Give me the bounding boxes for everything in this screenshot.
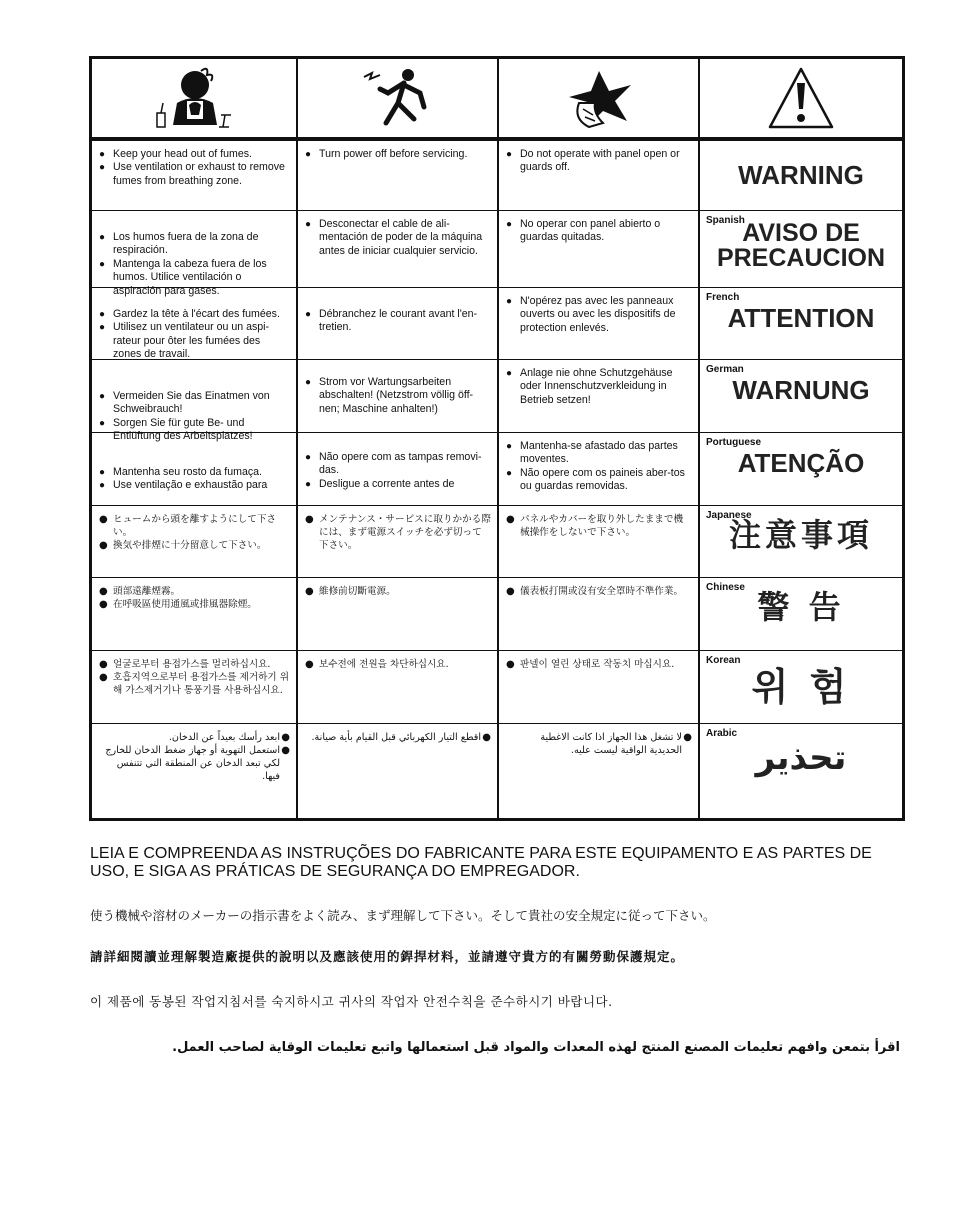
language-label: German xyxy=(706,364,744,375)
signal-word: 위 험 xyxy=(751,665,851,709)
instruction-cell xyxy=(298,211,499,288)
footer-arabic: اقرأ بتمعن وافهم تعليمات المصنع المنتج لهذه المعدات والمواد قبل استعمالها واتبع تعليمات الوقاية لصاحب العمل. xyxy=(172,1040,900,1055)
bullet-icon: ● xyxy=(99,586,108,597)
signal-word-cell xyxy=(700,578,902,651)
instruction-item xyxy=(305,658,491,671)
warning-row xyxy=(92,211,902,297)
instruction-item xyxy=(305,148,491,161)
instruction-cell xyxy=(92,506,298,578)
instruction-cell xyxy=(92,724,298,820)
instruction-item xyxy=(305,218,491,258)
signal-word: 警 告 xyxy=(757,588,845,626)
instruction-cell xyxy=(499,578,700,651)
bullet-icon: ● xyxy=(506,219,513,230)
instruction-item xyxy=(506,218,692,245)
instruction-text: Mantenga la cabeza fuera de los humos. Utilice ventilación o aspiración para gases. xyxy=(113,257,267,297)
language-label: French xyxy=(706,292,740,303)
instruction-text: メンテナンス・サービスに取りかかる際には、まず電源スイッチを必ず切って下さい。 xyxy=(319,514,491,552)
instruction-item xyxy=(99,308,290,321)
instruction-cell xyxy=(499,433,700,506)
bullet-icon: ● xyxy=(99,232,106,243)
bullet-icon: ● xyxy=(99,599,108,611)
bullet-icon: ● xyxy=(99,417,106,429)
instruction-cell xyxy=(92,288,298,360)
bullet-icon: ● xyxy=(99,672,108,684)
footer-japanese: 使う機械や溶材のメーカーの指示書をよく読み、まず理解して下さい。そして貴社の安全規定に従って下さい。 xyxy=(90,908,716,923)
instruction-item xyxy=(305,376,491,416)
bullet-icon: ● xyxy=(305,478,312,490)
instruction-text: استعمل التهوية أو جهاز ضغط الدخان للخارج لكي تبعد الدخان عن المنطقة التي تتنفس فيها. xyxy=(105,745,280,782)
instruction-cell xyxy=(92,651,298,724)
bullet-icon: ● xyxy=(99,480,106,492)
language-label: Arabic xyxy=(706,728,738,739)
instruction-item xyxy=(99,671,290,697)
signal-word: تحذير xyxy=(755,738,847,778)
instruction-cell xyxy=(499,211,700,288)
signal-word: ATTENTION xyxy=(727,303,875,333)
warning-row xyxy=(92,724,902,820)
bullet-icon: ● xyxy=(506,467,513,479)
instruction-text: Gardez la tête à l'écart des fumées. xyxy=(113,308,280,320)
bullet-icon: ● xyxy=(305,514,314,525)
signal-word: 注意事項 xyxy=(728,516,873,554)
bullet-icon: ● xyxy=(506,659,515,670)
signal-word-cell xyxy=(700,288,902,360)
instruction-item xyxy=(305,513,491,553)
language-label: Spanish xyxy=(706,215,745,226)
instruction-text: Vermeiden Sie das Einatmen von Schweibrauch! xyxy=(113,390,270,416)
signal-word: WARNING xyxy=(738,160,864,190)
signal-word-cell xyxy=(700,651,902,724)
footer-chinese: 請詳細閱讀並理解製造廠提供的說明以及應該使用的銲捍材料，並請遵守貴方的有關勞動保護規定。 xyxy=(90,949,685,964)
instruction-text: Não opere com os paineis aber-tos ou guardas removidas. xyxy=(520,466,685,493)
instruction-text: Use ventilação e exhaustão para xyxy=(113,479,268,492)
bullet-icon: ● xyxy=(683,732,692,743)
instruction-item xyxy=(305,308,491,335)
bullet-icon: ● xyxy=(305,377,312,388)
language-label: Portuguese xyxy=(706,437,762,448)
bullet-icon: ● xyxy=(99,322,106,334)
instruction-cell xyxy=(298,578,499,651)
instruction-text: Anlage nie ohne Schutzgehäuse oder Innenschutzverkleidung in Betrieb setzen! xyxy=(520,367,673,406)
signal-word: AVISO DE PRECAUCION xyxy=(716,219,886,272)
instruction-text: Débranchez le courant avant l'en-tretien. xyxy=(319,308,478,334)
instruction-item xyxy=(506,513,692,539)
instruction-text: No operar con panel abierto o guardas quitadas. xyxy=(520,218,661,244)
instruction-item xyxy=(99,598,290,611)
bullet-icon: ● xyxy=(281,745,290,756)
instruction-text: ابعد رأسك بعيداً عن الدخان. xyxy=(168,732,280,743)
instruction-item xyxy=(305,451,491,478)
instruction-text: لا تشغل هذا الجهاز اذا كانت الاغطية الحديدية الواقية ليست عليه. xyxy=(540,732,682,756)
instruction-cell xyxy=(499,651,700,724)
instruction-cell xyxy=(298,506,499,578)
instruction-item xyxy=(99,231,290,258)
instruction-text: Desconectar el cable de ali-mentación de poder de la máquina antes de iniciar cualquier servicio. xyxy=(319,218,483,257)
instruction-text: Sorgen Sie für gute Be- und Entlüftung des Arbeitsplatzes! xyxy=(113,416,253,443)
warning-row xyxy=(92,288,902,360)
instruction-cell xyxy=(298,651,499,724)
bullet-icon: ● xyxy=(99,467,106,478)
instruction-text: 판넬이 열린 상태로 작동치 마십시요. xyxy=(520,659,675,670)
instruction-text: Do not operate with panel open or guards off. xyxy=(520,148,680,174)
instruction-cell xyxy=(298,141,499,211)
instruction-text: 頭部遠離煙霧。 xyxy=(113,586,181,597)
instruction-text: 호흡지역으로부터 용접가스를 제거하기 위해 가스제거기나 통풍기를 사용하십시요. xyxy=(113,672,289,697)
instruction-cell xyxy=(92,360,298,443)
instruction-cell xyxy=(92,433,298,506)
fumes-hazard-icon xyxy=(92,59,298,137)
instruction-item xyxy=(305,585,491,598)
instruction-item xyxy=(99,658,290,671)
instruction-item xyxy=(99,479,290,492)
instruction-cell xyxy=(499,141,700,211)
electric-shock-icon xyxy=(298,59,499,137)
bullet-icon: ● xyxy=(305,659,314,670)
warning-row xyxy=(92,506,902,578)
bullet-icon: ● xyxy=(305,149,312,160)
signal-word: ATENÇÃO xyxy=(737,448,865,478)
bullet-icon: ● xyxy=(99,514,108,525)
warning-row xyxy=(92,433,902,506)
instruction-text: Não opere com as tampas removi-das. xyxy=(319,451,482,477)
instruction-item xyxy=(99,161,290,188)
language-label: Japanese xyxy=(706,510,752,521)
warning-triangle-icon xyxy=(700,59,902,137)
warning-label-sheet xyxy=(89,56,905,821)
instruction-cell xyxy=(92,141,298,211)
instruction-text: パネルやカバーを取り外したままで機械操作をしないで下さい。 xyxy=(520,514,684,539)
bullet-icon: ● xyxy=(506,368,513,379)
instruction-text: Keep your head out of fumes. xyxy=(113,148,252,160)
bullet-icon: ● xyxy=(305,586,314,597)
instruction-text: Turn power off before servicing. xyxy=(319,148,468,160)
instruction-item xyxy=(506,731,692,757)
signal-word-cell xyxy=(700,211,902,288)
instruction-item xyxy=(506,585,692,598)
instruction-cell xyxy=(499,360,700,433)
instruction-text: 얼굴로부터 용접가스를 멀리하십시요. xyxy=(113,659,271,670)
instruction-item xyxy=(99,390,290,417)
instruction-item xyxy=(305,478,491,491)
instruction-text: 換気や排煙に十分留意して下さい。 xyxy=(113,540,267,552)
instruction-item xyxy=(506,440,692,467)
instruction-text: Los humos fuera de la zona de respiración. xyxy=(113,231,259,257)
instruction-item xyxy=(506,658,692,671)
bullet-icon: ● xyxy=(506,514,515,525)
instruction-text: اقطع التيار الكهربائي قبل القيام بأية صيانة. xyxy=(311,732,481,743)
instruction-cell xyxy=(92,578,298,651)
instruction-cell xyxy=(92,211,298,297)
instruction-text: Mantenha seu rosto da fumaça. xyxy=(113,466,262,478)
bullet-icon: ● xyxy=(305,452,312,463)
bullet-icon: ● xyxy=(99,162,106,174)
instruction-cell xyxy=(298,724,499,820)
instruction-text: ヒュームから頭を離すようにして下さい。 xyxy=(113,514,277,539)
signal-word-cell xyxy=(700,433,902,506)
bullet-icon: ● xyxy=(281,732,290,743)
hazard-icon-row xyxy=(92,59,902,141)
instruction-item xyxy=(506,367,692,407)
instruction-item xyxy=(305,731,491,744)
instruction-text: 在呼吸區使用通風或排風器除煙。 xyxy=(113,599,257,611)
instruction-item xyxy=(506,295,692,335)
instruction-item xyxy=(99,539,290,552)
instruction-item xyxy=(99,744,290,783)
bullet-icon: ● xyxy=(506,296,513,307)
language-label: Korean xyxy=(706,655,741,666)
footer-portuguese: LEIA E COMPREENDA AS INSTRUÇÕES DO FABRICANTE PARA ESTE EQUIPAMENTO E AS PARTES DE USO, E SIGA AS PRÁTICAS DE SEGURANÇA DO EMPREGADOR. xyxy=(90,845,872,880)
bullet-icon: ● xyxy=(99,149,106,160)
bullet-icon: ● xyxy=(305,219,312,230)
signal-word-cell xyxy=(700,506,902,578)
instruction-item xyxy=(99,731,290,744)
signal-word: WARNUNG xyxy=(732,375,870,405)
instruction-text: Strom vor Wartungsarbeiten abschalten! (Netzstrom völlig öff-nen; Maschine anhalten!) xyxy=(319,376,474,415)
instruction-item xyxy=(99,321,290,361)
bullet-icon: ● xyxy=(506,149,513,160)
bullet-icon: ● xyxy=(99,391,106,402)
instruction-text: Desligue a corrente antes de xyxy=(319,477,455,490)
instruction-text: 보수전에 전원을 차단하십시요. xyxy=(319,659,449,670)
bullet-icon: ● xyxy=(506,586,515,597)
bullet-icon: ● xyxy=(99,540,108,552)
instruction-item xyxy=(99,466,290,479)
instruction-text: 儀表板打開或沒有安全罩時不準作業。 xyxy=(520,586,684,597)
bullet-icon: ● xyxy=(99,309,106,320)
instruction-cell xyxy=(499,724,700,820)
instruction-text: 維修前切斷電源。 xyxy=(319,586,396,597)
moving-parts-icon xyxy=(499,59,700,137)
footer-korean: 이 제품에 동봉된 작업지침서를 숙지하시고 귀사의 작업자 안전수칙을 준수하시기 바랍니다. xyxy=(90,994,613,1009)
bullet-icon: ● xyxy=(506,441,513,452)
instruction-item xyxy=(99,148,290,161)
warning-row xyxy=(92,651,902,724)
signal-word-cell xyxy=(700,360,902,433)
instruction-cell xyxy=(499,288,700,360)
instruction-item xyxy=(99,513,290,539)
instruction-text: Use ventilation or exhaust to remove fumes from breathing zone. xyxy=(113,161,285,187)
instruction-cell xyxy=(298,360,499,433)
signal-word-cell xyxy=(700,141,902,211)
signal-word-cell xyxy=(700,724,902,820)
instruction-item xyxy=(99,585,290,598)
instruction-cell xyxy=(499,506,700,578)
instruction-cell xyxy=(298,288,499,360)
language-label: Chinese xyxy=(706,582,745,593)
bullet-icon: ● xyxy=(99,258,106,270)
warning-table xyxy=(92,141,902,820)
instruction-item xyxy=(506,148,692,175)
warning-row xyxy=(92,578,902,651)
instruction-text: Mantenha-se afastado das partes moventes. xyxy=(520,440,678,466)
warning-row xyxy=(92,141,902,211)
bullet-icon: ● xyxy=(482,732,491,743)
bullet-icon: ● xyxy=(305,309,312,320)
instruction-text: N'opérez pas avec les panneaux ouverts ou avec les dispositifs de protection enlevés. xyxy=(520,295,676,334)
instruction-text: Utilisez un ventilateur ou un aspi-rateur pour ôter les fumées des zones de travail. xyxy=(113,321,270,361)
bullet-icon: ● xyxy=(99,659,108,670)
instruction-item xyxy=(506,467,692,494)
instruction-cell xyxy=(298,433,499,506)
